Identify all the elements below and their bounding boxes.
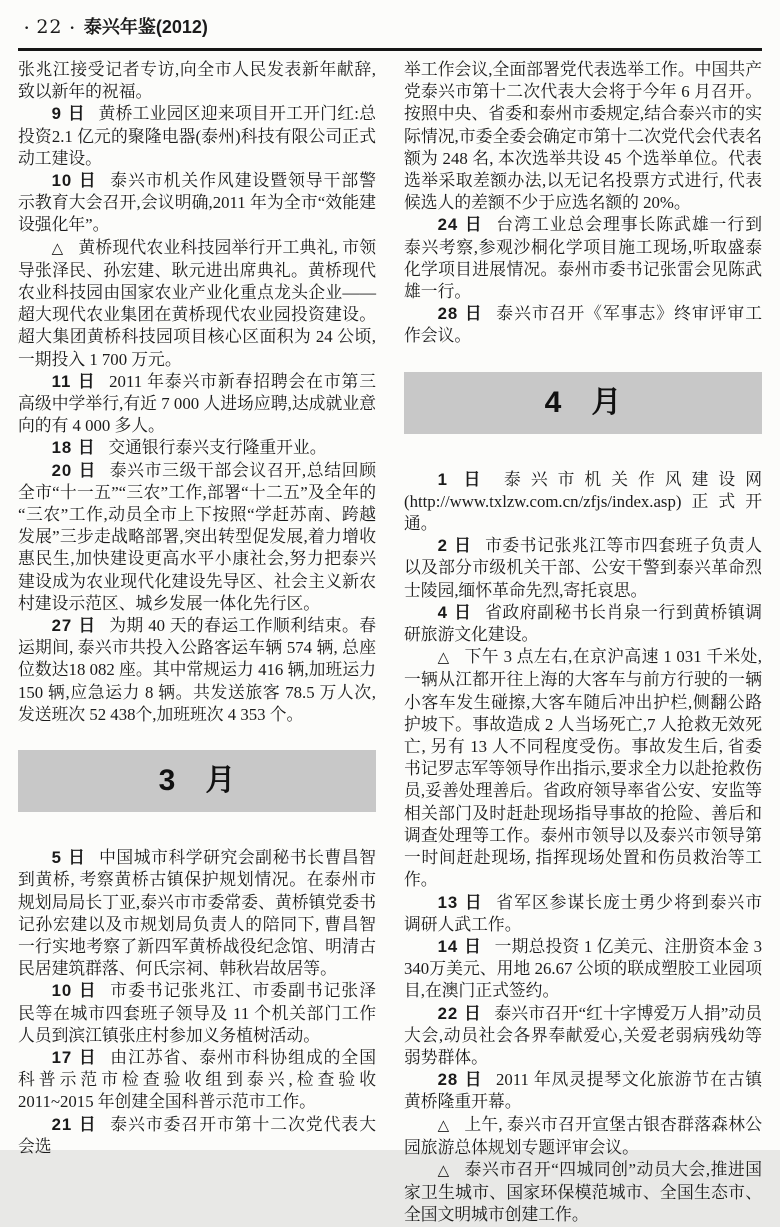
entry-date: 14 日 [437,936,483,956]
entry-text: 市委书记张兆江、市委副书记张泽民等在城市四套班子领导及 11 个机关部门工作人员到滨江镇张庄村参加义务植树活动。 [18,981,376,1045]
column-left [18,59,376,1227]
entry-triangle-marker: △ [437,649,450,667]
chronicle-entry [18,371,376,438]
entry-triangle-marker: △ [437,1161,450,1179]
entry-text: 泰兴市召开《军事志》终审评审工作会议。 [404,304,762,346]
column-right [404,59,762,1227]
entry-text: 黄桥现代农业科技园举行开工典礼, 市领导张泽民、孙宏建、耿元进出席典礼。黄桥现代农业科技园由国家农业产业化重点龙头企业——超大现代农业集团在黄桥现代农业园投资建设。超大集团黄桥科技园项目核心区面积为 24 公顷, 一期投入 1 700 万元。 [18,237,376,369]
entry-date: 28 日 [437,304,484,324]
entry-date: 9 日 [51,104,86,124]
entry-date: 10 日 [51,981,98,1001]
entry-date: 21 日 [51,1114,98,1134]
page-header [18,10,762,48]
entry-date: 17 日 [51,1047,98,1067]
entry-date: 10 日 [51,171,98,191]
entry-text: 由江苏省、泰州市科协组成的全国科普示范市检查验收组到泰兴,检查验收 2011~2015 年创建全国科普示范市工作。 [18,1047,376,1112]
entry-date: 28 日 [437,1070,484,1090]
entry-text: 省军区参谋长庞士勇少将到泰兴市调研人武工作。 [404,892,762,934]
chronicle-entry [18,615,376,726]
page-number-dot-right: · [69,20,75,37]
entry-text: 泰兴市机关作风建设暨领导干部警示教育大会召开,会议明确,2011 年为全市“效能建设强化年”。 [18,171,376,235]
page-number: 22 [36,16,63,38]
chronicle-entry [404,469,762,536]
chronicle-entry [404,535,762,602]
entry-text: 举工作会议,全面部署党代表选举工作。中国共产党泰兴市第十二次代表大会将于今年 6 月召开。按照中央、省委和泰州市委规定,结合泰兴市的实际情况,市委全委会确定市第十二次党代会代表名额为 248 名, 本次选举共设 45 个选举单位。代表选举采取差额办法,以无记名投票方式进行, 代表候选人的差额不少于应选名额的 20%。 [404,60,762,213]
chronicle-entry [404,936,762,1003]
entry-text: 泰兴市三级干部会议召开,总结回顾全市“十一五”“三农”工作,部署“十二五”及全年的“三农”工作,动员全市上下按照“学赶苏南、跨越发展”三步走战略部署,突出转型促发展,着力增收惠民生,加快建设更高水平小康社会,努力把泰兴建设成为农业现代化建设先导区、社会主义新农村建设示范区、城乡发展一体化先行区。 [18,460,376,613]
entry-text: 黄桥工业园区迎来项目开工开门红:总投资2.1 亿元的聚隆电器(泰州)科技有限公司正式动工建设。 [18,104,376,168]
entry-date: 11 日 [51,371,97,391]
chronicle-entry [18,437,376,459]
header-rule [18,48,762,51]
chronicle-entry [404,1069,762,1113]
entry-text: 2011 年凤灵提琴文化旅游节在古镇黄桥隆重开幕。 [404,1070,762,1112]
entry-date: 22 日 [437,1003,482,1023]
chronicle-entry [404,1114,762,1159]
entry-text: 市委书记张兆江等市四套班子负责人以及部分市级机关干部、公安干警到泰兴革命烈士陵园,缅怀革命先烈,寄托哀思。 [404,536,762,600]
entry-date: 2 日 [437,536,473,556]
entry-text: 泰兴市召开“四城同创”动员大会,推进国家卫生城市、国家环保模范城市、全国生态市、全国文明城市创建工作。 [404,1159,762,1225]
chronicle-entry [18,980,376,1047]
entry-date: 1 日 [437,469,492,489]
chronicle-entry [18,847,376,980]
entry-date: 18 日 [51,438,96,458]
entry-text: 泰兴市委召开市第十二次党代表大会选 [18,1114,376,1156]
month-label: 4 月 [544,385,622,419]
chronicle-entry [404,602,762,646]
chronicle-entry [404,1159,762,1227]
chronicle-entry [404,1003,762,1070]
month-header [404,372,762,434]
page-number-dot-left: · [24,20,30,37]
chronicle-entry [404,303,762,347]
chronicle-entry [18,1047,376,1114]
entry-text: 台湾工业总会理事长陈武雄一行到泰兴考察,参观沙桐化学项目施工现场,听取盛泰化学项目进展情况。泰州市委书记张雷会见陈武雄一行。 [404,215,762,302]
month-header [18,750,376,812]
chronicle-entry [404,892,762,936]
entry-text: 下午 3 点左右,在京沪高速 1 031 千米处,一辆从江都开往上海的大客车与前方行驶的一辆小客车发生碰擦,大客车随后冲出护栏,侧翻公路护坡下。事故造成 2 人当场死亡,7 人抢救无效死亡, 另有 13 人不同程度受伤。事故发生后, 省委书记罗志军等领导作出指示,要求全力以赴抢救伤员,妥善处理善后。省政府领导率省公安、安监等相关部门及时赶赴现场指导事故的抢险、善后和调查处理等工作。泰州市领导以及泰兴市领导第一时间赶赴现场, 指挥现场处置和伤员救治等工作。 [404,647,762,890]
entry-date: 13 日 [437,892,484,912]
chronicle-entry [18,1114,376,1158]
entry-date: 5 日 [51,848,87,868]
entry-triangle-marker: △ [51,239,64,257]
chronicle-entry [404,646,762,891]
entry-text: 一期总投资 1 亿美元、注册资本金 3 340万美元、用地 26.67 公顷的联成塑胶工业园项目,在澳门正式签约。 [404,936,762,1001]
entry-text: 上午, 泰兴市召开宣堡古银杏群落森林公园旅游总体规划专题评审会议。 [404,1114,762,1157]
entry-text: 泰兴市机关作风建设网(http://www.txlzw.com.cn/zfjs/index.asp)正式开通。 [404,469,762,534]
entry-date: 20 日 [51,460,98,480]
entry-date: 4 日 [437,602,473,622]
entry-date: 27 日 [51,616,97,636]
entry-text: 泰兴市召开“红十字博爱万人捐”动员大会,动员社会各界奉献爱心,关爱老弱病残幼等弱势群体。 [404,1003,762,1067]
entry-date: 24 日 [437,215,484,235]
continuation-paragraph [18,59,376,103]
chronicle-entry [18,237,376,371]
entry-text: 交通银行泰兴支行隆重开业。 [108,438,327,458]
entry-text: 为期 40 天的春运工作顺利结束。春运期间, 泰兴市共投入公路客运车辆 574 辆, 总座位数达18 082 座。其中常规运力 416 辆,加班运力 150 辆,应急运力 8 辆。共发送旅客 78.5 万人次,发送班次 52 438个,加班班次 4 353 个。 [18,616,376,724]
month-label: 3 月 [158,763,236,797]
entry-text: 省政府副秘书长肖泉一行到黄桥镇调研旅游文化建设。 [404,602,762,645]
chronicle-entry [18,103,376,170]
page-title: 泰兴年鉴(2012) [83,17,208,37]
chronicle-entry [404,214,762,303]
content-columns [18,59,762,1227]
chronicle-entry [18,460,376,615]
entry-text: 2011 年泰兴市新春招聘会在市第三高级中学举行,有近 7 000 人进场应聘,达成就业意向的有 4 000 多人。 [18,371,376,436]
continuation-paragraph [404,59,762,214]
entry-text: 张兆江接受记者专访,向全市人民发表新年献辞,致以新年的祝福。 [18,60,376,102]
entry-triangle-marker: △ [437,1116,450,1134]
chronicle-entry [18,170,376,237]
entry-text: 中国城市科学研究会副秘书长曹昌智到黄桥, 考察黄桥古镇保护规划情况。在泰州市规划局局长丁亚,泰兴市市委常委、黄桥镇党委书记孙宏建以及市规划局负责人的陪同下, 曹昌智一行实地考察了新四军黄桥战役纪念馆、明清古民居建筑群落、何氏宗祠、韩秋岩故居等。 [18,848,376,979]
